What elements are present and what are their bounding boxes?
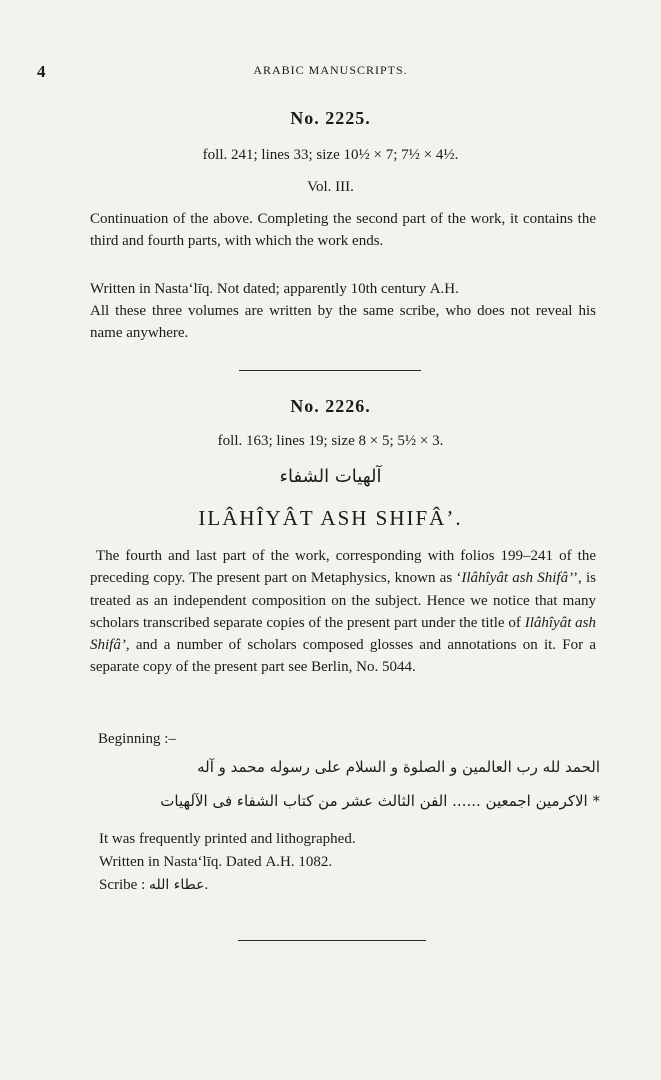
script-date-line: [90, 278, 596, 300]
work-title: ILÂHÎYÂT ASH SHIFÂ’.: [198, 506, 463, 530]
script-date-line: [99, 851, 605, 873]
era-label: A.H.: [429, 281, 459, 297]
page-number: 4: [37, 62, 46, 81]
section-divider: [239, 370, 421, 371]
entry-number: No. 2225.: [290, 108, 371, 128]
beginning-label: Beginning :–: [98, 731, 176, 747]
description-text: ’, is treated as an independent composition on the subject. Hence we notice that many scholars transcribed separate copies of the present part under the title of: [90, 570, 597, 631]
arabic-incipit-line-1: الحمد لله رب العالمين و الصلوة و السلام على رسوله محمد و آله: [197, 758, 600, 776]
arabic-title: آلهيات الشفاء: [279, 466, 382, 487]
arabic-incipit-line-2: * الاكرمين اجمعين ...... الفن الثالث عشر من كتاب الشفاء فى الآلهيات: [160, 792, 600, 810]
description-paragraph: Continuation of the above. Completing the second part of the work, it contains the third and fourth parts, with which the work ends.: [90, 211, 596, 250]
scribe-name: عطاء الله: [149, 877, 205, 893]
work-title-italic: Ilâhîyât ash Shifâ’: [461, 570, 574, 587]
description-text: , and a number of scholars composed glosses and annotations on it. For a separate copy of the present part see Berlin, No. 5044.: [90, 637, 596, 676]
scribe-end: .: [204, 877, 209, 893]
date-value: 1082.: [294, 854, 333, 870]
entry-meta: foll. 163; lines 19; size 8 × 5; 5½ × 3.: [217, 433, 444, 449]
script-date-text: Written in Nasta‘līq. Dated: [99, 854, 266, 870]
entry-number: No. 2226.: [290, 396, 371, 416]
script-date-text: Written in Nasta‘līq. Not dated; apparently 10th century: [90, 281, 430, 297]
description-paragraph: [90, 545, 596, 679]
entry-meta: foll. 241; lines 33; size 10½ × 7; 7½ × 4½.: [202, 147, 459, 163]
scribe-note-paragraph: All these three volumes are written by the same scribe, who does not reveal his name anywhere.: [90, 303, 596, 342]
work-title-italic: Ilâhîyât ash Shifâ’: [90, 614, 597, 654]
scribe-line: [99, 874, 605, 896]
running-head: ARABIC MANUSCRIPTS.: [253, 63, 408, 77]
printed-note: It was frequently printed and lithographed.: [99, 831, 356, 847]
description-text: The fourth and last part of the work, corresponding with folios 199–241 of the preceding copy. The present part on Metaphysics, known as ‘: [90, 548, 596, 587]
scribe-label: Scribe :: [99, 877, 149, 893]
section-divider: [238, 940, 426, 941]
era-label: A.H.: [265, 854, 295, 870]
volume-label: Vol. III.: [307, 179, 354, 195]
